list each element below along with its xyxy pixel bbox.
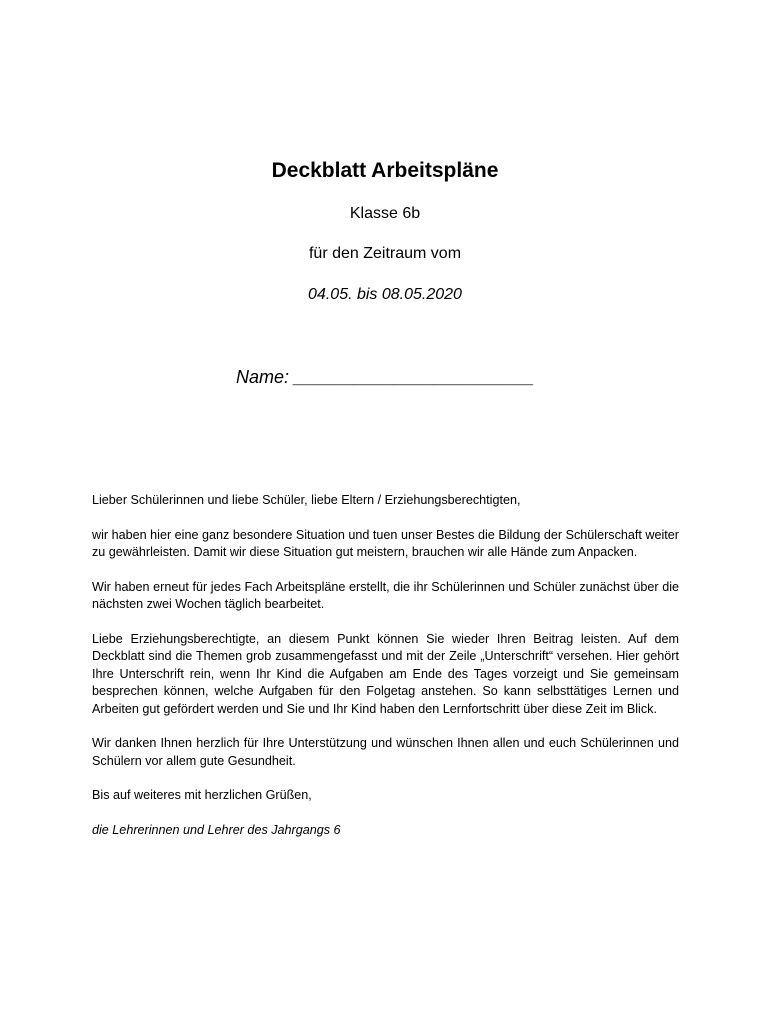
page-title: Deckblatt Arbeitspläne [271,159,499,182]
letter-paragraph-1: wir haben hier eine ganz besondere Situation und tuen unser Bestes die Bildung der Schülerschaft weiter zu gewährleisten. Damit wir diese Situation gut meistern, brauchen wir alle Hände zum Anpacken. [92,527,679,559]
class-label: Klasse 6b [349,205,421,222]
letter-body [92,492,679,856]
name-field-line: Name: ________________________ [236,367,535,387]
period-label: für den Zeitraum vom [308,245,462,262]
letter-signature: die Lehrerinnen und Lehrer des Jahrgangs 6 [92,822,341,837]
letter-closing: Bis auf weiteres mit herzlichen Grüßen, [92,788,312,802]
date-range: 04.05. bis 08.05.2020 [308,286,462,303]
letter-paragraph-2: Wir haben erneut für jedes Fach Arbeitspläne erstellt, die ihr Schülerinnen und Schüler zunächst über die nächsten zwei Wochen täglich bearbeitet. [92,579,679,611]
letter-paragraph-3: Liebe Erziehungsberechtigte, an diesem Punkt können Sie wieder Ihren Beitrag leisten. Auf dem Deckblatt sind die Themen grob zusammengefasst und mit der Zeile „Unterschrift“ versehen. Hier gehört Ihre Unterschrift rein, wenn Ihr Kind die Aufgaben am Ende des Tages vorzeigt und Sie gemeinsam besprechen können, welche Aufgaben für den Folgetag anstehen. So kann selbsttätiges Lernen und Arbeiten gut gefördert werden und Sie und Ihr Kind haben den Lernfortschritt über diese Zeit im Blick. [92,631,679,716]
letter-salutation: Lieber Schülerinnen und liebe Schüler, liebe Eltern / Erziehungsberechtigten, [92,493,521,507]
letter-paragraph-4: Wir danken Ihnen herzlich für Ihre Unterstützung und wünschen Ihnen allen und euch Schülerinnen und Schülern vor allem gute Gesundheit. [92,736,679,768]
